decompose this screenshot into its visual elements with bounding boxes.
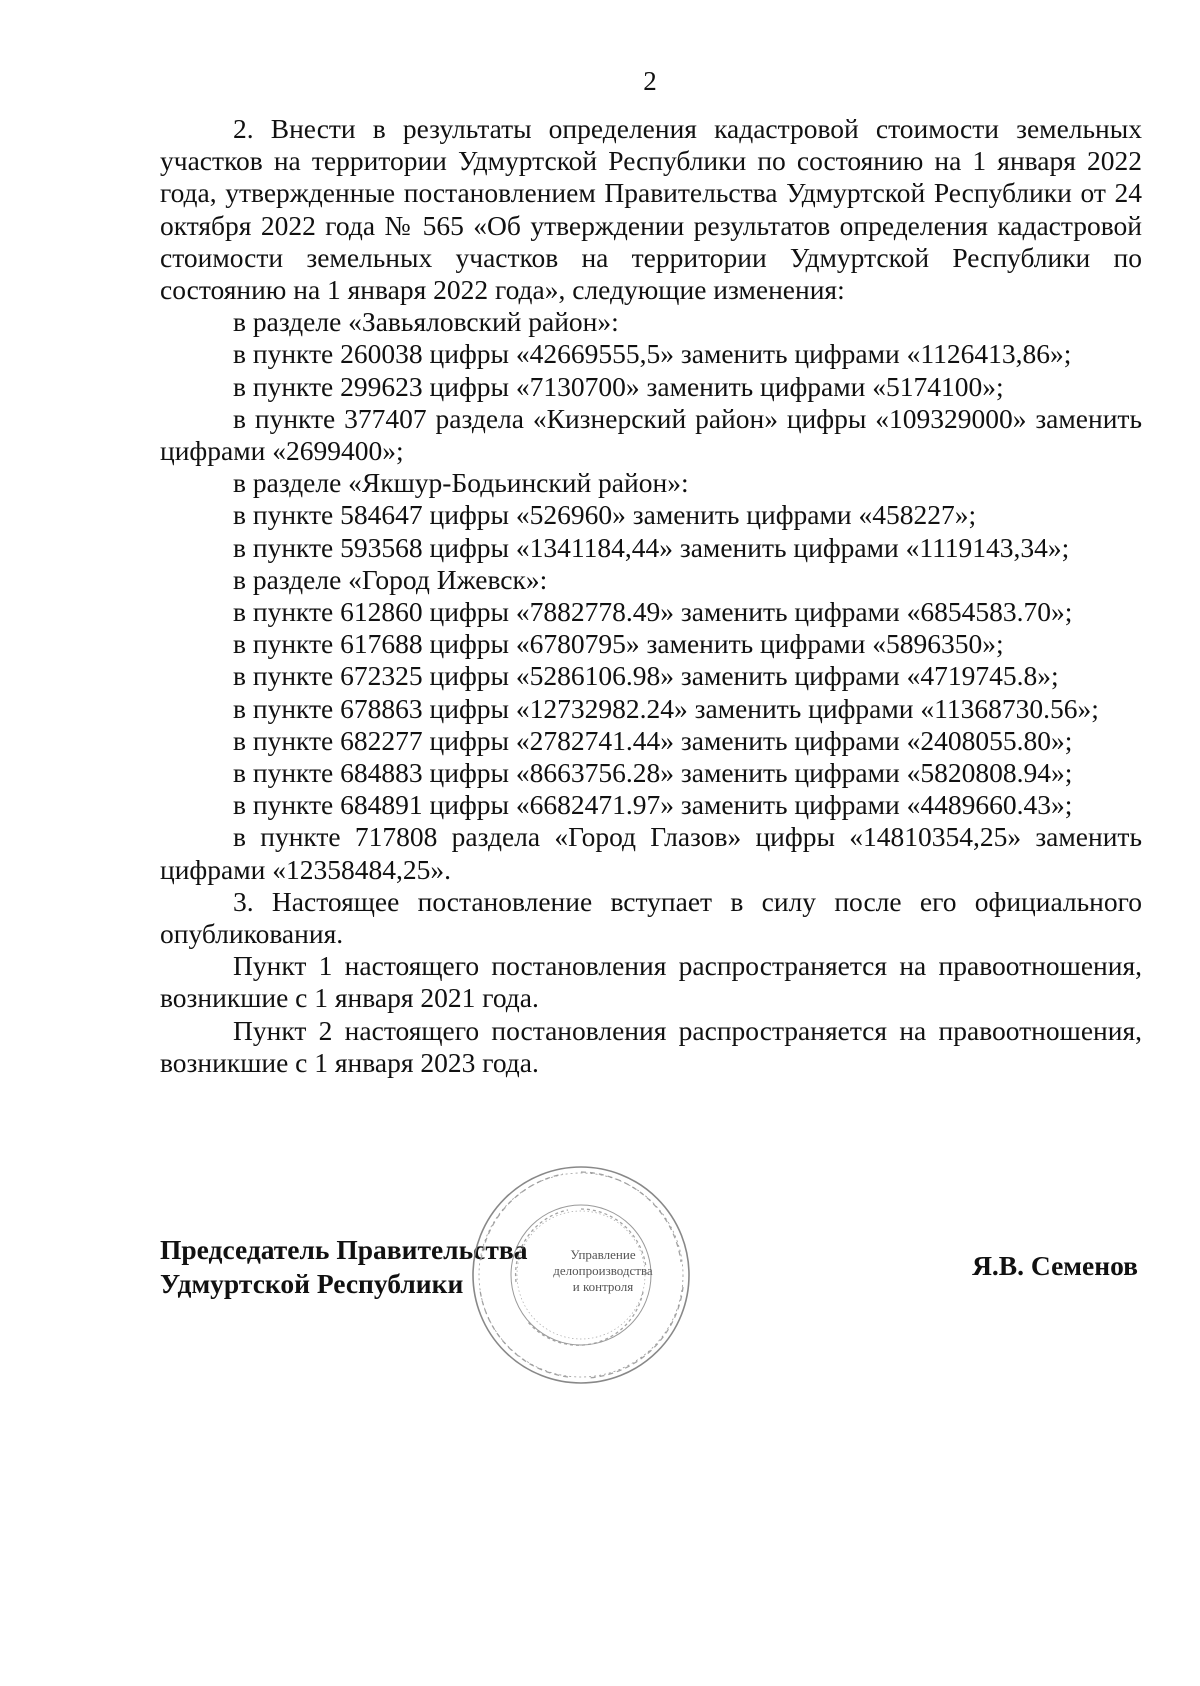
paragraph: в пункте 377407 раздела «Кизнерский район» цифры «109329000» заменить цифрами «2699400»; [160, 402, 1142, 467]
seal-text-line3: и контроля [572, 1279, 634, 1294]
official-seal-icon [468, 1162, 694, 1388]
amendment-item: в пункте 678863 цифры «12732982.24» заменить цифрами «11368730.56»; [233, 692, 1099, 724]
paragraph: Пункт 1 настоящего постановления распространяется на правоотношения, возникшие с 1 января 2021 года. [160, 950, 1142, 1014]
amendment-item: в пункте 684883 цифры «8663756.28» заменить цифрами «5820808.94»; [233, 757, 1073, 789]
paragraph: Пункт 2 настоящего постановления распространяется на правоотношения, возникшие с 1 января 2023 года. [160, 1014, 1142, 1078]
signatory-name: Я.В. Семенов [972, 1250, 1138, 1281]
amendment-item: в пункте 617688 цифры «6780795» заменить цифрами «5896350»; [233, 628, 1004, 660]
seal-text-line1: Управление [570, 1247, 636, 1262]
amendment-item: в пункте 612860 цифры «7882778.49» заменить цифрами «6854583.70»; [233, 596, 1073, 628]
amendment-item: в пункте 682277 цифры «2782741.44» заменить цифрами «2408055.80»; [233, 724, 1073, 756]
amendment-item: в разделе «Якшур-Бодьинский район»: [233, 467, 689, 499]
signatory-title-line1: Председатель Правительства [160, 1234, 528, 1265]
amendment-item: в пункте 672325 цифры «5286106.98» заменить цифрами «4719745.8»; [233, 660, 1059, 692]
seal-text-line2: делопроизводства [553, 1263, 653, 1278]
paragraph: 2. Внести в результаты определения кадастровой стоимости земельных участков на территории Удмуртской Республики по состоянию на 1 января 2022 года, утвержденные постановлением Правительства Удмуртской Республики от 24 октября 2022 года № 565 «Об утверждении результатов определения кадастровой стоимости земельных участков на территории Удмуртской Республики по состоянию на 1 января 2022 года», следующие изменения: [160, 113, 1142, 306]
amendment-item: в пункте 593568 цифры «1341184,44» заменить цифрами «1119143,34»; [233, 531, 1070, 563]
amendment-item: в разделе «Город Ижевск»: [233, 563, 548, 595]
amendment-item: в пункте 684891 цифры «6682471.97» заменить цифрами «4489660.43»; [233, 789, 1073, 821]
paragraph: 3. Настоящее постановление вступает в силу после его официального опубликования. [160, 885, 1142, 950]
amendment-item: в пункте 260038 цифры «42669555,5» заменить цифрами «1126413,86»; [233, 338, 1072, 370]
paragraph: в пункте 717808 раздела «Город Глазов» цифры «14810354,25» заменить цифрами «12358484,25». [160, 821, 1142, 885]
amendment-item: в пункте 584647 цифры «526960» заменить цифрами «458227»; [233, 499, 977, 531]
amendment-item: в разделе «Завьяловский район»: [233, 306, 619, 338]
amendment-item: в пункте 299623 цифры «7130700» заменить цифрами «5174100»; [233, 370, 1004, 402]
page-number: 2 [643, 66, 657, 96]
document-body [160, 113, 1142, 1079]
signatory-title-line2: Удмуртской Республики [160, 1268, 464, 1299]
